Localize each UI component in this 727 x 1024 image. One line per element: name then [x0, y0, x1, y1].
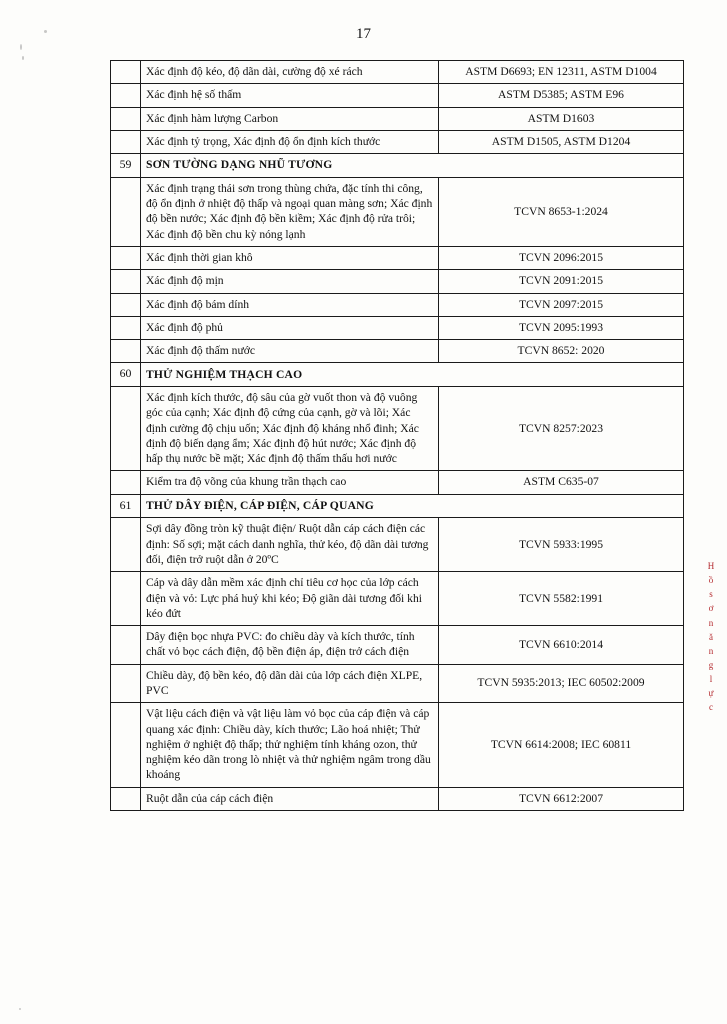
row-number-cell [111, 787, 141, 810]
margin-note-line: s [709, 589, 713, 600]
table-row [111, 130, 684, 153]
margin-note [703, 560, 719, 716]
table-row [111, 316, 684, 339]
margin-note-line: g [708, 659, 714, 670]
table-row [111, 386, 684, 470]
test-description-cell: Xác định tỷ trọng, Xác định độ ổn định kích thước [141, 130, 439, 153]
margin-note-line: n [708, 617, 714, 628]
row-number-cell [111, 84, 141, 107]
row-number-cell [111, 107, 141, 130]
table-row [111, 494, 684, 518]
test-description-cell: Xác định độ thấm nước [141, 340, 439, 363]
table-row [111, 270, 684, 293]
row-number-cell [111, 270, 141, 293]
table-row [111, 177, 684, 246]
table-row [111, 154, 684, 178]
standard-code-cell: TCVN 6610:2014 [439, 626, 684, 665]
row-number-cell [111, 177, 141, 246]
row-number-cell [111, 246, 141, 269]
scan-speckle [20, 44, 22, 50]
standard-code-cell: TCVN 8653-1:2024 [439, 177, 684, 246]
row-number-cell [111, 316, 141, 339]
margin-note-line: ồ [708, 575, 714, 586]
test-description-cell: Xác định độ phủ [141, 316, 439, 339]
row-number-cell [111, 340, 141, 363]
row-number-cell: 60 [111, 363, 141, 387]
test-description-cell: Sợi dây đồng tròn kỹ thuật điện/ Ruột dẫn cáp cách điện các định: Số sợi; mặt cách danh nghĩa, thử kéo, độ dãn dài tương đối, điện trở ruột dẫn ở 20ºC [141, 518, 439, 572]
table-row [111, 340, 684, 363]
row-number-cell [111, 703, 141, 787]
scan-speckle [44, 30, 47, 33]
page-number: 17 [356, 26, 371, 42]
test-description-cell: Vật liệu cách điện và vật liệu làm vỏ bọc của cáp điện và cáp quang xác định: Chiều dày, kích thước; Lão hoá nhiệt; Thử nghiệm ở nghiệt độ thấp; thử nghiệm tính kháng ozon, thử nghiệm kéo dãn trong lò nhiệt và thử nghiệm ngâm trong dầu khoáng [141, 703, 439, 787]
table-row [111, 787, 684, 810]
standard-code-cell: TCVN 5935:2013; IEC 60502:2009 [439, 664, 684, 703]
row-number-cell [111, 130, 141, 153]
margin-note-line: ă [709, 631, 713, 642]
table-row [111, 61, 684, 84]
standard-code-cell: TCVN 6614:2008; IEC 60811 [439, 703, 684, 787]
scan-speckle [19, 1008, 21, 1010]
margin-note-line: c [709, 702, 713, 713]
standard-code-cell: TCVN 5582:1991 [439, 572, 684, 626]
test-description-cell: Cáp và dây dẫn mềm xác định chỉ tiêu cơ học của lớp cách điện và vỏ: Lực phá huỷ khi kéo; Độ giãn dài tương đối khi kéo đứt [141, 572, 439, 626]
standards-table [110, 60, 684, 811]
test-description-cell: Dây điện bọc nhựa PVC: đo chiều dày và kích thước, tính chất vỏ bọc cách điện, độ bền điện áp, điện trở cách điện [141, 626, 439, 665]
table-row [111, 293, 684, 316]
row-number-cell [111, 626, 141, 665]
standard-code-cell: TCVN 2095:1993 [439, 316, 684, 339]
table-row [111, 471, 684, 494]
test-description-cell: Xác định kích thước, độ sâu của gờ vuốt thon và độ vuông góc của cạnh; Xác định độ cứng của cạnh, gờ và lõi; Xác định cường độ chịu uốn; Xác định độ kháng nhổ đinh; Xác định độ biến dạng ẩm; Xác định độ hút nước; Xác định độ hấp thụ nước bề mặt; Xác định độ thấm thấu hơi nước [141, 386, 439, 470]
row-number-cell [111, 293, 141, 316]
test-description-cell: Xác định thời gian khô [141, 246, 439, 269]
standard-code-cell: ASTM C635-07 [439, 471, 684, 494]
test-description-cell: Xác định độ bám dính [141, 293, 439, 316]
row-number-cell: 59 [111, 154, 141, 178]
section-title-cell: THỬ DÂY ĐIỆN, CÁP ĐIỆN, CÁP QUANG [141, 494, 684, 518]
scan-speckle [22, 56, 24, 60]
margin-note-line: H [707, 561, 715, 571]
margin-note-line: ự [708, 688, 714, 699]
standard-code-cell: ASTM D6693; EN 12311, ASTM D1004 [439, 61, 684, 84]
test-description-cell: Xác định trạng thái sơn trong thùng chứa, đặc tính thi công, độ ổn định ở nhiệt độ thấp và ngoại quan màng sơn; Xác định độ bền nước; Xác định độ bền kiềm; Xác định độ rửa trôi; Xác định độ bền chu kỳ nóng lạnh [141, 177, 439, 246]
standard-code-cell: ASTM D1505, ASTM D1204 [439, 130, 684, 153]
margin-note-line: ơ [708, 603, 714, 614]
row-number-cell: 61 [111, 494, 141, 518]
section-title-cell: THỬ NGHIỆM THẠCH CAO [141, 363, 684, 387]
table-row [111, 363, 684, 387]
row-number-cell [111, 386, 141, 470]
standard-code-cell: TCVN 8652: 2020 [439, 340, 684, 363]
row-number-cell [111, 61, 141, 84]
margin-note-line: n [708, 645, 714, 656]
table-row [111, 84, 684, 107]
test-description-cell: Xác định độ kéo, độ dãn dài, cường độ xé rách [141, 61, 439, 84]
test-description-cell: Ruột dẫn của cáp cách điện [141, 787, 439, 810]
standard-code-cell: TCVN 6612:2007 [439, 787, 684, 810]
table-row [111, 703, 684, 787]
table-row [111, 246, 684, 269]
row-number-cell [111, 572, 141, 626]
standard-code-cell: ASTM D5385; ASTM E96 [439, 84, 684, 107]
test-description-cell: Xác định độ mịn [141, 270, 439, 293]
standard-code-cell: TCVN 2091:2015 [439, 270, 684, 293]
row-number-cell [111, 518, 141, 572]
standard-code-cell: ASTM D1603 [439, 107, 684, 130]
test-description-cell: Kiểm tra độ võng của khung trần thạch cao [141, 471, 439, 494]
standard-code-cell: TCVN 2097:2015 [439, 293, 684, 316]
table-row [111, 626, 684, 665]
test-description-cell: Chiều dày, độ bền kéo, độ dãn dài của lớp cách điện XLPE, PVC [141, 664, 439, 703]
standard-code-cell: TCVN 8257:2023 [439, 386, 684, 470]
test-description-cell: Xác định hệ số thấm [141, 84, 439, 107]
row-number-cell [111, 471, 141, 494]
table-row [111, 107, 684, 130]
table-row [111, 664, 684, 703]
row-number-cell [111, 664, 141, 703]
test-description-cell: Xác định hàm lượng Carbon [141, 107, 439, 130]
table-row [111, 572, 684, 626]
table-row [111, 518, 684, 572]
standard-code-cell: TCVN 2096:2015 [439, 246, 684, 269]
standard-code-cell: TCVN 5933:1995 [439, 518, 684, 572]
section-title-cell: SƠN TƯỜNG DẠNG NHŨ TƯƠNG [141, 154, 684, 178]
margin-note-line: l [709, 674, 713, 685]
